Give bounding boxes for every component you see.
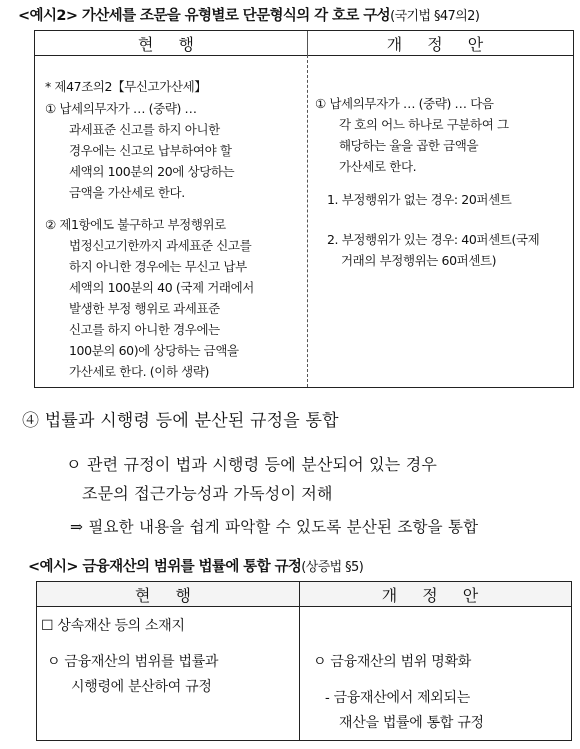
example-fin-header-revised: 개 정 안 (381, 585, 489, 605)
example2-column-divider (307, 55, 308, 387)
example2-table-header (35, 31, 573, 56)
example2-header-revised: 개 정 안 (386, 34, 494, 54)
current-para1-line: ① 납세의무자가 … (중략) … (45, 101, 197, 116)
example-fin-table (36, 581, 572, 741)
current-bullet-line: ㅇ 금융재산의 범위를 법률과 (47, 654, 219, 670)
revised-para1-line: 각 호의 어느 하나로 구분하여 그 (339, 117, 509, 132)
revised-item2-line: 거래의 부정행위는 60퍼센트) (341, 253, 497, 268)
example2-title (18, 4, 479, 25)
example-fin-title-text: <예시> 금융재산의 범위를 법률에 통합 규정 (28, 559, 302, 575)
current-para2-line: 신고를 하지 아니한 경우에는 (69, 322, 220, 337)
revised-para1-line: 해당하는 율을 곱한 금액을 (339, 138, 479, 153)
revised-sub-line: 재산을 법률에 통합 규정 (339, 715, 484, 731)
example-fin-column-divider (299, 582, 300, 740)
current-para1-line: 과세표준 신고를 하지 아니한 (69, 122, 220, 137)
current-para2-line: 100분의 60)에 상당하는 금액을 (69, 343, 239, 358)
example2-current-heading: * 제47조의2【무신고가산세】 (45, 79, 207, 94)
example2-revised-item1: 1. 부정행위가 없는 경우: 20퍼센트 (327, 192, 512, 207)
example-fin-ref: (상증법 §5) (301, 560, 364, 575)
current-bullet-line: 시행령에 분산하여 규정 (71, 679, 212, 695)
example-fin-current-bullet (47, 650, 218, 700)
current-para2-line: 발생한 부정 행위로 과세표준 (69, 301, 220, 316)
revised-para1-line: ① 납세의무자가 … (중략) … 다음 (315, 96, 494, 111)
current-para1-line: 세액의 100분의 20에 상당하는 (69, 164, 235, 179)
section4-bullet-line: ㅇ 관련 규정이 법과 시행령 등에 분산되어 있는 경우 (66, 455, 438, 474)
section4-arrow-text: ⇒ 필요한 내용을 쉽게 파악할 수 있도록 분산된 조항을 통합 (70, 518, 479, 536)
example-fin-current-box-item: ☐ 상속재산 등의 소재지 (41, 618, 185, 634)
current-para2-line: 세액의 100분의 40 (국제 거래에서 (69, 280, 254, 295)
example2-ref: (국기법 §47의2) (390, 9, 480, 24)
example2-table (34, 30, 574, 388)
example-fin-revised-bullet: ㅇ 금융재산의 범위 명확화 (313, 654, 471, 670)
example2-header-current: 현 행 (138, 34, 204, 54)
current-para1-line: 경우에는 신고로 납부하여야 할 (69, 143, 232, 158)
example-fin-title (28, 555, 363, 576)
example-fin-header-current: 현 행 (135, 585, 201, 605)
example2-current-para1 (45, 98, 234, 203)
current-para2-line: 법정신고기한까지 과세표준 신고를 (69, 238, 252, 253)
section4-heading: ④ 법률과 시행령 등에 분산된 규정을 통합 (22, 411, 339, 431)
current-para2-line: 하지 아니한 경우에는 무신고 납부 (69, 259, 247, 274)
example-fin-table-header (37, 582, 571, 607)
revised-para1-line: 가산세로 한다. (339, 159, 417, 174)
example2-current-para2 (45, 214, 254, 382)
example2-header-divider (307, 31, 308, 55)
current-para2-line: 가산세로 한다. (이하 생략) (69, 364, 209, 379)
current-para2-line: ② 제1항에도 불구하고 부정행위로 (45, 217, 226, 232)
current-para1-line: 금액을 가산세로 한다. (69, 185, 185, 200)
revised-sub-line: - 금융재산에서 제외되는 (325, 690, 470, 706)
example-fin-revised-sub (325, 686, 484, 736)
example2-title-text: <예시2> 가산세를 조문을 유형별로 단문형식의 각 호로 구성 (18, 8, 391, 24)
example2-revised-item2 (327, 229, 539, 271)
section4-bullet-line: 조문의 접근가능성과 가독성이 저해 (82, 484, 333, 503)
example2-revised-para1 (315, 93, 509, 177)
section4-bullet (66, 450, 437, 508)
revised-item2-line: 2. 부정행위가 있는 경우: 40퍼센트(국제 (327, 232, 540, 247)
